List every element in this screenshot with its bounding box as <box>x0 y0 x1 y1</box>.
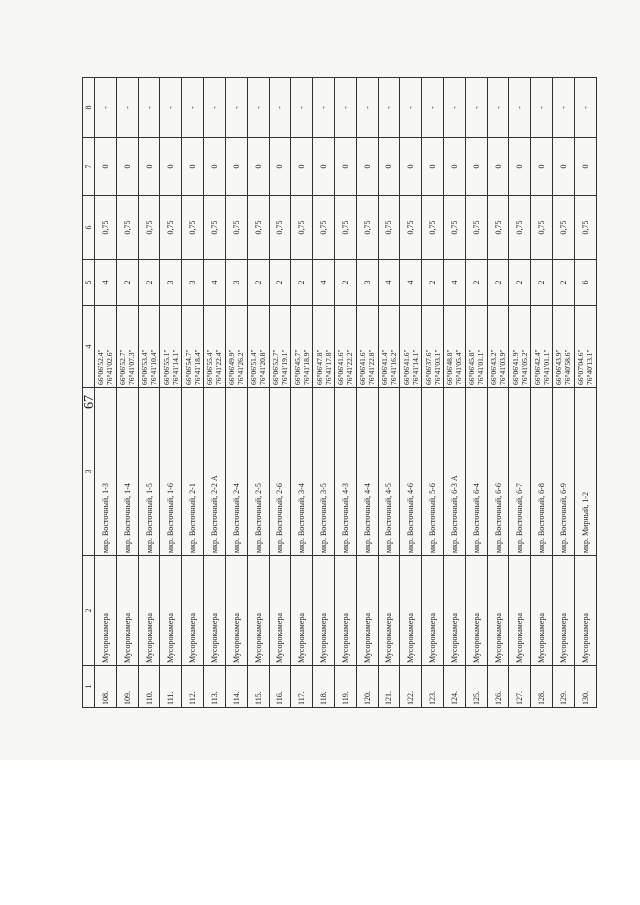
longitude-text: 76°41'22.8" <box>367 349 377 385</box>
column-7-cell: 0 <box>269 138 291 196</box>
column-7-cell: 0 <box>400 138 422 196</box>
table-row <box>531 78 553 708</box>
container-volume-cell: 0,75 <box>116 196 138 260</box>
object-name-cell: Мусорокамера <box>225 556 247 666</box>
latitude-text: 66°06'52.4" <box>96 349 106 385</box>
latitude-text: 66°06'54.7" <box>183 349 193 385</box>
column-7-cell: 0 <box>182 138 204 196</box>
address-cell: мкр. Восточный, 1-4 <box>116 388 138 556</box>
latitude-text: 66°06'41.4" <box>379 349 389 385</box>
table-row <box>334 78 356 708</box>
address-cell: мкр. Восточный, 2-2 А <box>204 388 226 556</box>
address-cell: мкр. Восточный, 6-4 <box>465 388 487 556</box>
column-header: 2 <box>83 556 95 666</box>
latitude-text: 66°06'55.1" <box>161 349 171 385</box>
container-volume-cell: 0,75 <box>487 196 509 260</box>
latitude-text: 66°06'45.8" <box>467 349 477 385</box>
column-8-cell: - <box>247 78 269 138</box>
object-name-cell: Мусорокамера <box>378 556 400 666</box>
address-cell: мкр. Восточный, 6-6 <box>487 388 509 556</box>
address-cell: мкр. Восточный, 1-3 <box>95 388 117 556</box>
row-number-cell: 121. <box>378 666 400 708</box>
coordinates-cell <box>138 306 160 388</box>
object-name-cell: Мусорокамера <box>531 556 553 666</box>
column-8-cell: - <box>313 78 335 138</box>
coordinates-cell <box>334 306 356 388</box>
object-name-cell: Мусорокамера <box>422 556 444 666</box>
container-volume-cell: 0,75 <box>400 196 422 260</box>
longitude-text: 76°41'03.1" <box>432 349 442 385</box>
waste-chamber-table <box>82 77 597 708</box>
container-volume-cell: 0,75 <box>334 196 356 260</box>
row-number-cell: 126. <box>487 666 509 708</box>
latitude-text: 66°06'53.4" <box>140 349 150 385</box>
table-row <box>247 78 269 708</box>
container-volume-cell: 0,75 <box>225 196 247 260</box>
object-name-cell: Мусорокамера <box>334 556 356 666</box>
address-cell: мкр. Восточный, 1-6 <box>160 388 182 556</box>
table-row <box>313 78 335 708</box>
address-cell: мкр. Восточный, 2-5 <box>247 388 269 556</box>
longitude-text: 76°41'26.2" <box>236 349 246 385</box>
column-7-cell: 0 <box>553 138 575 196</box>
coordinates-cell <box>378 306 400 388</box>
longitude-text: 76°41'22.2" <box>345 349 355 385</box>
object-name-cell: Мусорокамера <box>182 556 204 666</box>
coordinates-cell <box>444 306 466 388</box>
column-7-cell: 0 <box>422 138 444 196</box>
column-7-cell: 0 <box>574 138 596 196</box>
row-number-cell: 129. <box>553 666 575 708</box>
column-7-cell: 0 <box>356 138 378 196</box>
table-row <box>400 78 422 708</box>
object-name-cell: Мусорокамера <box>574 556 596 666</box>
coordinates-cell <box>400 306 422 388</box>
column-7-cell: 0 <box>487 138 509 196</box>
column-8-cell: - <box>400 78 422 138</box>
container-volume-cell: 0,75 <box>269 196 291 260</box>
rotated-table-wrapper <box>82 78 597 708</box>
object-name-cell: Мусорокамера <box>465 556 487 666</box>
latitude-text: 66°06'52.7" <box>270 349 280 385</box>
latitude-text: 66°06'43.9" <box>554 349 564 385</box>
row-number-cell: 118. <box>313 666 335 708</box>
container-count-cell: 2 <box>247 260 269 306</box>
table-row <box>225 78 247 708</box>
container-count-cell: 4 <box>95 260 117 306</box>
coordinates-cell <box>116 306 138 388</box>
address-cell: мкр. Восточный, 1-5 <box>138 388 160 556</box>
table-row <box>574 78 596 708</box>
longitude-text: 76°41'03.9" <box>498 349 508 385</box>
container-count-cell: 3 <box>225 260 247 306</box>
column-8-cell: - <box>204 78 226 138</box>
latitude-text: 66°06'52.7" <box>118 349 128 385</box>
object-name-cell: Мусорокамера <box>269 556 291 666</box>
column-8-cell: - <box>574 78 596 138</box>
longitude-text: 76°41'05.2" <box>519 349 529 385</box>
container-volume-cell: 0,75 <box>182 196 204 260</box>
longitude-text: 76°41'01.1" <box>541 349 551 385</box>
longitude-text: 76°41'02.6" <box>105 349 115 385</box>
longitude-text: 76°41'20.8" <box>258 349 268 385</box>
row-number-cell: 117. <box>291 666 313 708</box>
container-count-cell: 3 <box>160 260 182 306</box>
latitude-text: 66°06'55.4" <box>205 349 215 385</box>
coordinates-cell <box>225 306 247 388</box>
address-cell: мкр. Восточный, 3-4 <box>291 388 313 556</box>
container-count-cell: 2 <box>334 260 356 306</box>
container-count-cell: 6 <box>574 260 596 306</box>
container-volume-cell: 0,75 <box>247 196 269 260</box>
table-row <box>269 78 291 708</box>
latitude-text: 66°06'41.6" <box>358 349 368 385</box>
column-7-cell: 0 <box>95 138 117 196</box>
column-7-cell: 0 <box>444 138 466 196</box>
column-8-cell: - <box>465 78 487 138</box>
row-number-cell: 114. <box>225 666 247 708</box>
container-volume-cell: 0,75 <box>574 196 596 260</box>
row-number-cell: 130. <box>574 666 596 708</box>
object-name-cell: Мусорокамера <box>204 556 226 666</box>
object-name-cell: Мусорокамера <box>160 556 182 666</box>
column-7-cell: 0 <box>313 138 335 196</box>
row-number-cell: 110. <box>138 666 160 708</box>
container-count-cell: 2 <box>465 260 487 306</box>
longitude-text: 76°41'10.4" <box>149 349 159 385</box>
column-8-cell: - <box>334 78 356 138</box>
coordinates-cell <box>95 306 117 388</box>
latitude-text: 66°06'41.9" <box>510 349 520 385</box>
column-7-cell: 0 <box>509 138 531 196</box>
coordinates-cell <box>313 306 335 388</box>
container-volume-cell: 0,75 <box>313 196 335 260</box>
coordinates-cell <box>553 306 575 388</box>
address-cell: мкр. Восточный, 6-8 <box>531 388 553 556</box>
longitude-text: 76°40'13.1" <box>585 349 595 385</box>
container-count-cell: 3 <box>356 260 378 306</box>
column-8-cell: - <box>116 78 138 138</box>
column-7-cell: 0 <box>160 138 182 196</box>
longitude-text: 76°41'05.4" <box>454 349 464 385</box>
column-header: 6 <box>83 196 95 260</box>
coordinates-cell <box>160 306 182 388</box>
column-8-cell: - <box>422 78 444 138</box>
address-cell: мкр. Восточный, 4-5 <box>378 388 400 556</box>
table-row <box>487 78 509 708</box>
address-cell: мкр. Восточный, 4-6 <box>400 388 422 556</box>
address-cell: мкр. Восточный, 6-7 <box>509 388 531 556</box>
container-count-cell: 2 <box>487 260 509 306</box>
longitude-text: 76°41'14.1" <box>410 349 420 385</box>
column-8-cell: - <box>225 78 247 138</box>
object-name-cell: Мусорокамера <box>487 556 509 666</box>
latitude-text: 66°06'51.4" <box>249 349 259 385</box>
table-row <box>204 78 226 708</box>
column-7-cell: 0 <box>531 138 553 196</box>
object-name-cell: Мусорокамера <box>138 556 160 666</box>
latitude-text: 66°07'04.6" <box>576 349 586 385</box>
latitude-text: 66°06'37.6" <box>423 349 433 385</box>
table-row <box>509 78 531 708</box>
container-volume-cell: 0,75 <box>138 196 160 260</box>
longitude-text: 76°41'14.1" <box>170 349 180 385</box>
page-number: 67 <box>82 395 97 409</box>
container-volume-cell: 0,75 <box>509 196 531 260</box>
address-cell: мкр. Восточный, 2-6 <box>269 388 291 556</box>
object-name-cell: Мусорокамера <box>356 556 378 666</box>
address-cell: мкр. Восточный, 5-6 <box>422 388 444 556</box>
container-count-cell: 4 <box>313 260 335 306</box>
table-row <box>378 78 400 708</box>
object-name-cell: Мусорокамера <box>95 556 117 666</box>
column-7-cell: 0 <box>116 138 138 196</box>
table-row <box>291 78 313 708</box>
column-7-cell: 0 <box>291 138 313 196</box>
column-header: 7 <box>83 138 95 196</box>
address-cell: мкр. Восточный, 3-5 <box>313 388 335 556</box>
column-8-cell: - <box>356 78 378 138</box>
latitude-text: 66°06'41.6" <box>336 349 346 385</box>
container-count-cell: 2 <box>509 260 531 306</box>
latitude-text: 66°06'47.8" <box>314 349 324 385</box>
row-number-cell: 120. <box>356 666 378 708</box>
row-number-cell: 109. <box>116 666 138 708</box>
longitude-text: 76°41'18.9" <box>301 349 311 385</box>
row-number-cell: 113. <box>204 666 226 708</box>
column-8-cell: - <box>269 78 291 138</box>
longitude-text: 76°41'19.1" <box>279 349 289 385</box>
container-count-cell: 2 <box>269 260 291 306</box>
row-number-cell: 122. <box>400 666 422 708</box>
table-row <box>95 78 117 708</box>
address-cell: мкр. Восточный, 6-9 <box>553 388 575 556</box>
longitude-text: 76°41'17.8" <box>323 349 333 385</box>
container-count-cell: 2 <box>138 260 160 306</box>
column-7-cell: 0 <box>378 138 400 196</box>
column-8-cell: - <box>160 78 182 138</box>
container-volume-cell: 0,75 <box>291 196 313 260</box>
longitude-text: 76°40'58.6" <box>563 349 573 385</box>
coordinates-cell <box>574 306 596 388</box>
object-name-cell: Мусорокамера <box>444 556 466 666</box>
coordinates-cell <box>422 306 444 388</box>
address-cell: мкр. Восточный, 4-3 <box>334 388 356 556</box>
table-row <box>444 78 466 708</box>
column-8-cell: - <box>553 78 575 138</box>
longitude-text: 76°41'22.4" <box>214 349 224 385</box>
row-number-cell: 125. <box>465 666 487 708</box>
latitude-text: 66°06'43.2" <box>489 349 499 385</box>
column-8-cell: - <box>487 78 509 138</box>
column-8-cell: - <box>378 78 400 138</box>
container-count-cell: 4 <box>378 260 400 306</box>
container-volume-cell: 0,75 <box>422 196 444 260</box>
column-7-cell: 0 <box>138 138 160 196</box>
container-count-cell: 2 <box>531 260 553 306</box>
column-7-cell: 0 <box>465 138 487 196</box>
table-row <box>182 78 204 708</box>
coordinates-cell <box>465 306 487 388</box>
column-header: 3 <box>83 388 95 556</box>
row-number-cell: 127. <box>509 666 531 708</box>
container-volume-cell: 0,75 <box>553 196 575 260</box>
longitude-text: 76°41'18.4" <box>192 349 202 385</box>
coordinates-cell <box>204 306 226 388</box>
container-volume-cell: 0,75 <box>356 196 378 260</box>
table-row <box>356 78 378 708</box>
coordinates-cell <box>531 306 553 388</box>
container-count-cell: 2 <box>291 260 313 306</box>
table-body <box>95 78 597 708</box>
container-count-cell: 4 <box>400 260 422 306</box>
address-cell: мкр. Мирный, 1-2 <box>574 388 596 556</box>
column-8-cell: - <box>138 78 160 138</box>
column-7-cell: 0 <box>334 138 356 196</box>
container-volume-cell: 0,75 <box>95 196 117 260</box>
row-number-cell: 115. <box>247 666 269 708</box>
coordinates-cell <box>269 306 291 388</box>
object-name-cell: Мусорокамера <box>400 556 422 666</box>
object-name-cell: Мусорокамера <box>509 556 531 666</box>
column-8-cell: - <box>509 78 531 138</box>
object-name-cell: Мусорокамера <box>553 556 575 666</box>
address-cell: мкр. Восточный, 6-3 А <box>444 388 466 556</box>
container-count-cell: 2 <box>116 260 138 306</box>
coordinates-cell <box>487 306 509 388</box>
row-number-cell: 108. <box>95 666 117 708</box>
container-volume-cell: 0,75 <box>465 196 487 260</box>
row-number-cell: 128. <box>531 666 553 708</box>
latitude-text: 66°06'48.8" <box>445 349 455 385</box>
address-cell: мкр. Восточный, 2-1 <box>182 388 204 556</box>
coordinates-cell <box>291 306 313 388</box>
address-cell: мкр. Восточный, 4-4 <box>356 388 378 556</box>
container-volume-cell: 0,75 <box>444 196 466 260</box>
column-8-cell: - <box>291 78 313 138</box>
latitude-text: 66°06'49.9" <box>227 349 237 385</box>
column-8-cell: - <box>444 78 466 138</box>
container-volume-cell: 0,75 <box>160 196 182 260</box>
container-count-cell: 4 <box>204 260 226 306</box>
row-number-cell: 111. <box>160 666 182 708</box>
container-volume-cell: 0,75 <box>204 196 226 260</box>
column-8-cell: - <box>182 78 204 138</box>
coordinates-cell <box>356 306 378 388</box>
table-row <box>465 78 487 708</box>
header-row <box>83 78 95 708</box>
column-header: 4 <box>83 306 95 388</box>
column-7-cell: 0 <box>247 138 269 196</box>
object-name-cell: Мусорокамера <box>291 556 313 666</box>
column-header: 1 <box>83 666 95 708</box>
table-row <box>160 78 182 708</box>
column-7-cell: 0 <box>204 138 226 196</box>
table-row <box>116 78 138 708</box>
row-number-cell: 119. <box>334 666 356 708</box>
table-row <box>422 78 444 708</box>
container-count-cell: 4 <box>444 260 466 306</box>
column-7-cell: 0 <box>225 138 247 196</box>
longitude-text: 76°41'07.3" <box>127 349 137 385</box>
coordinates-cell <box>247 306 269 388</box>
coordinates-cell <box>182 306 204 388</box>
container-count-cell: 2 <box>422 260 444 306</box>
row-number-cell: 116. <box>269 666 291 708</box>
latitude-text: 66°06'45.7" <box>292 349 302 385</box>
coordinates-cell <box>509 306 531 388</box>
row-number-cell: 124. <box>444 666 466 708</box>
object-name-cell: Мусорокамера <box>116 556 138 666</box>
table-row <box>553 78 575 708</box>
latitude-text: 66°06'41.6" <box>401 349 411 385</box>
blank-margin <box>0 760 640 905</box>
container-count-cell: 2 <box>553 260 575 306</box>
latitude-text: 66°06'42.4" <box>532 349 542 385</box>
table-row <box>138 78 160 708</box>
column-8-cell: - <box>95 78 117 138</box>
address-cell: мкр. Восточный, 2-4 <box>225 388 247 556</box>
column-header: 5 <box>83 260 95 306</box>
longitude-text: 76°41'16.2" <box>388 349 398 385</box>
row-number-cell: 123. <box>422 666 444 708</box>
longitude-text: 76°41'01.1" <box>476 349 486 385</box>
container-volume-cell: 0,75 <box>378 196 400 260</box>
object-name-cell: Мусорокамера <box>247 556 269 666</box>
column-8-cell: - <box>531 78 553 138</box>
container-volume-cell: 0,75 <box>531 196 553 260</box>
row-number-cell: 112. <box>182 666 204 708</box>
column-header: 8 <box>83 78 95 138</box>
container-count-cell: 3 <box>182 260 204 306</box>
object-name-cell: Мусорокамера <box>313 556 335 666</box>
